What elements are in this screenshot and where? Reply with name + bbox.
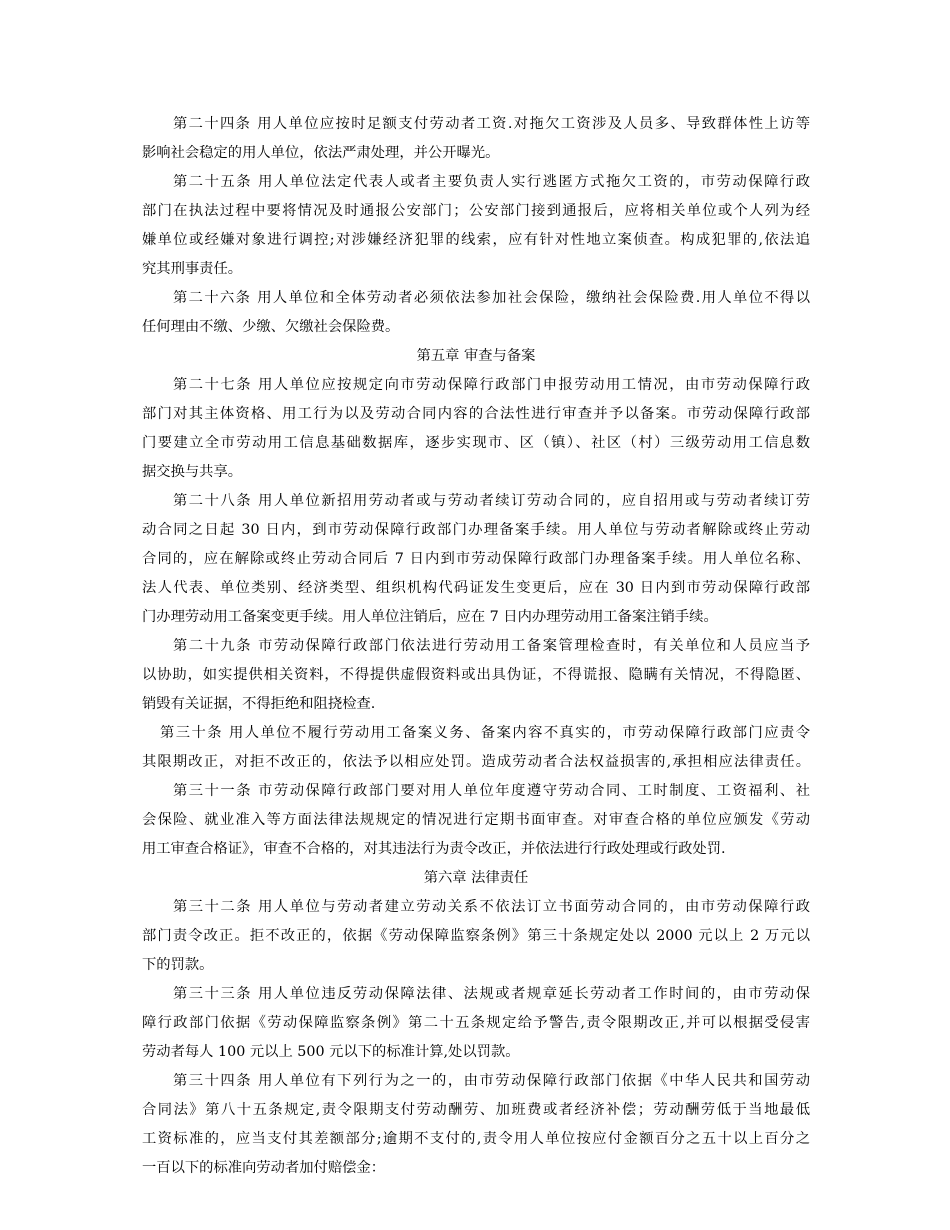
text-line: 第二十五条 用人单位法定代表人或者主要负责人实行逃匿方式拖欠工资的，市劳动保障行政: [173, 174, 810, 190]
text-line: 部门对其主体资格、用工行为以及劳动合同内容的合法性进行审查并予以备案。市劳动保障行政部: [142, 406, 810, 422]
text-line: 部门责令改正。拒不改正的，依据《劳动保障监察条例》第三十条规定处以 2000 元以上 2 万元以: [142, 928, 810, 944]
text-line: 障行政部门依据《劳动保障监察条例》第二十五条规定给予警告,责令限期改正,并可以根据受侵害: [142, 1015, 810, 1031]
text-line: 部门在执法过程中要将情况及时通报公安部门；公安部门接到通报后，应将相关单位或个人列为经: [142, 203, 810, 219]
text-line: 第三十三条 用人单位违反劳动保障法律、法规或者规章延长劳动者工作时间的，由市劳动保: [173, 986, 810, 1002]
document-page: [142, 110, 810, 1183]
text-line: 任何理由不缴、少缴、欠缴社会保险费。: [142, 319, 400, 335]
text-line: 一百以下的标准向劳动者加付赔偿金：: [142, 1160, 386, 1176]
text-line: 门办理劳动用工备案变更手续。用人单位注销后，应在 7 日内办理劳动用工备案注销手续。: [142, 609, 718, 625]
text-line: 销毁有关证据，不得拒绝和阻挠检查.: [142, 696, 376, 712]
text-line: 其限期改正，对拒不改正的，依法予以相应处罚。造成劳动者合法权益损害的,承担相应法律责任。: [142, 754, 810, 770]
text-line: 工资标准的，应当支付其差额部分;逾期不支付的,责令用人单位按应付金额百分之五十以上百分之: [142, 1131, 810, 1147]
text-line: 第三十二条 用人单位与劳动者建立劳动关系不依法订立书面劳动合同的，由市劳动保障行政: [173, 899, 810, 915]
text-line: 会保险、就业准入等方面法律法规规定的情况进行定期书面审查。对审查合格的单位应颁发《劳动: [142, 812, 810, 828]
text-line: 第二十八条 用人单位新招用劳动者或与劳动者续订劳动合同的，应自招用或与劳动者续订劳: [173, 493, 810, 509]
text-line: 以协助，如实提供相关资料，不得提供虚假资料或出具伪证，不得谎报、隐瞒有关情况，不得隐匿、: [142, 667, 810, 683]
text-line: 合同法》第八十五条规定,责令限期支付劳动酬劳、加班费或者经济补偿；劳动酬劳低于当地最低: [142, 1102, 810, 1118]
text-line: 影响社会稳定的用人单位，依法严肃处理，并公开曝光。: [142, 145, 500, 161]
text-line: 第三十一条 市劳动保障行政部门要对用人单位年度遵守劳动合同、工时制度、工资福利、社: [173, 783, 810, 799]
text-line: 下的罚款。: [142, 957, 214, 973]
text-line: 法人代表、单位类别、经济类型、组织机构代码证发生变更后，应在 30 日内到市劳动保障行政部: [142, 580, 810, 596]
text-line: 第二十六条 用人单位和全体劳动者必须依法参加社会保险，缴纳社会保险费.用人单位不得以: [173, 290, 810, 306]
text-line: 第二十四条 用人单位应按时足额支付劳动者工资.对拖欠工资涉及人员多、导致群体性上访等: [173, 116, 810, 132]
text-line: 嫌单位或经嫌对象进行调控;对涉嫌经济犯罪的线索，应有针对性地立案侦查。构成犯罪的,依法追: [142, 232, 810, 248]
chapter-heading: 第六章 法律责任: [423, 870, 529, 886]
text-line: 门要建立全市劳动用工信息基础数据库，逐步实现市、区（镇）、社区（村）三级劳动用工信息数: [142, 435, 810, 451]
text-line: 动合同之日起 30 日内，到市劳动保障行政部门办理备案手续。用人单位与劳动者解除或终止劳动: [142, 522, 810, 538]
text-line: 用工审查合格证》，审查不合格的，对其违法行为责令改正，并依法进行行政处理或行政处罚.: [142, 841, 726, 857]
text-line: 究其刑事责任。: [142, 261, 243, 277]
text-line: 第二十九条 市劳动保障行政部门依法进行劳动用工备案管理检查时，有关单位和人员应当予: [173, 638, 810, 654]
text-line: 合同的，应在解除或终止劳动合同后 7 日内到市劳动保障行政部门办理备案手续。用人单位名称、: [142, 551, 810, 567]
text-line: 劳动者每人 100 元以上 500 元以下的标准计算,处以罚款。: [142, 1044, 520, 1060]
chapter-heading: 第五章 审查与备案: [416, 348, 536, 364]
text-line: 第二十七条 用人单位应按规定向市劳动保障行政部门申报劳动用工情况，由市劳动保障行政: [173, 377, 810, 393]
text-line: 据交换与共享。: [142, 464, 243, 480]
text-line: 第三十条 用人单位不履行劳动用工备案义务、备案内容不真实的，市劳动保障行政部门应责令: [160, 725, 810, 741]
text-line: 第三十四条 用人单位有下列行为之一的，由市劳动保障行政部门依据《中华人民共和国劳动: [173, 1073, 810, 1089]
